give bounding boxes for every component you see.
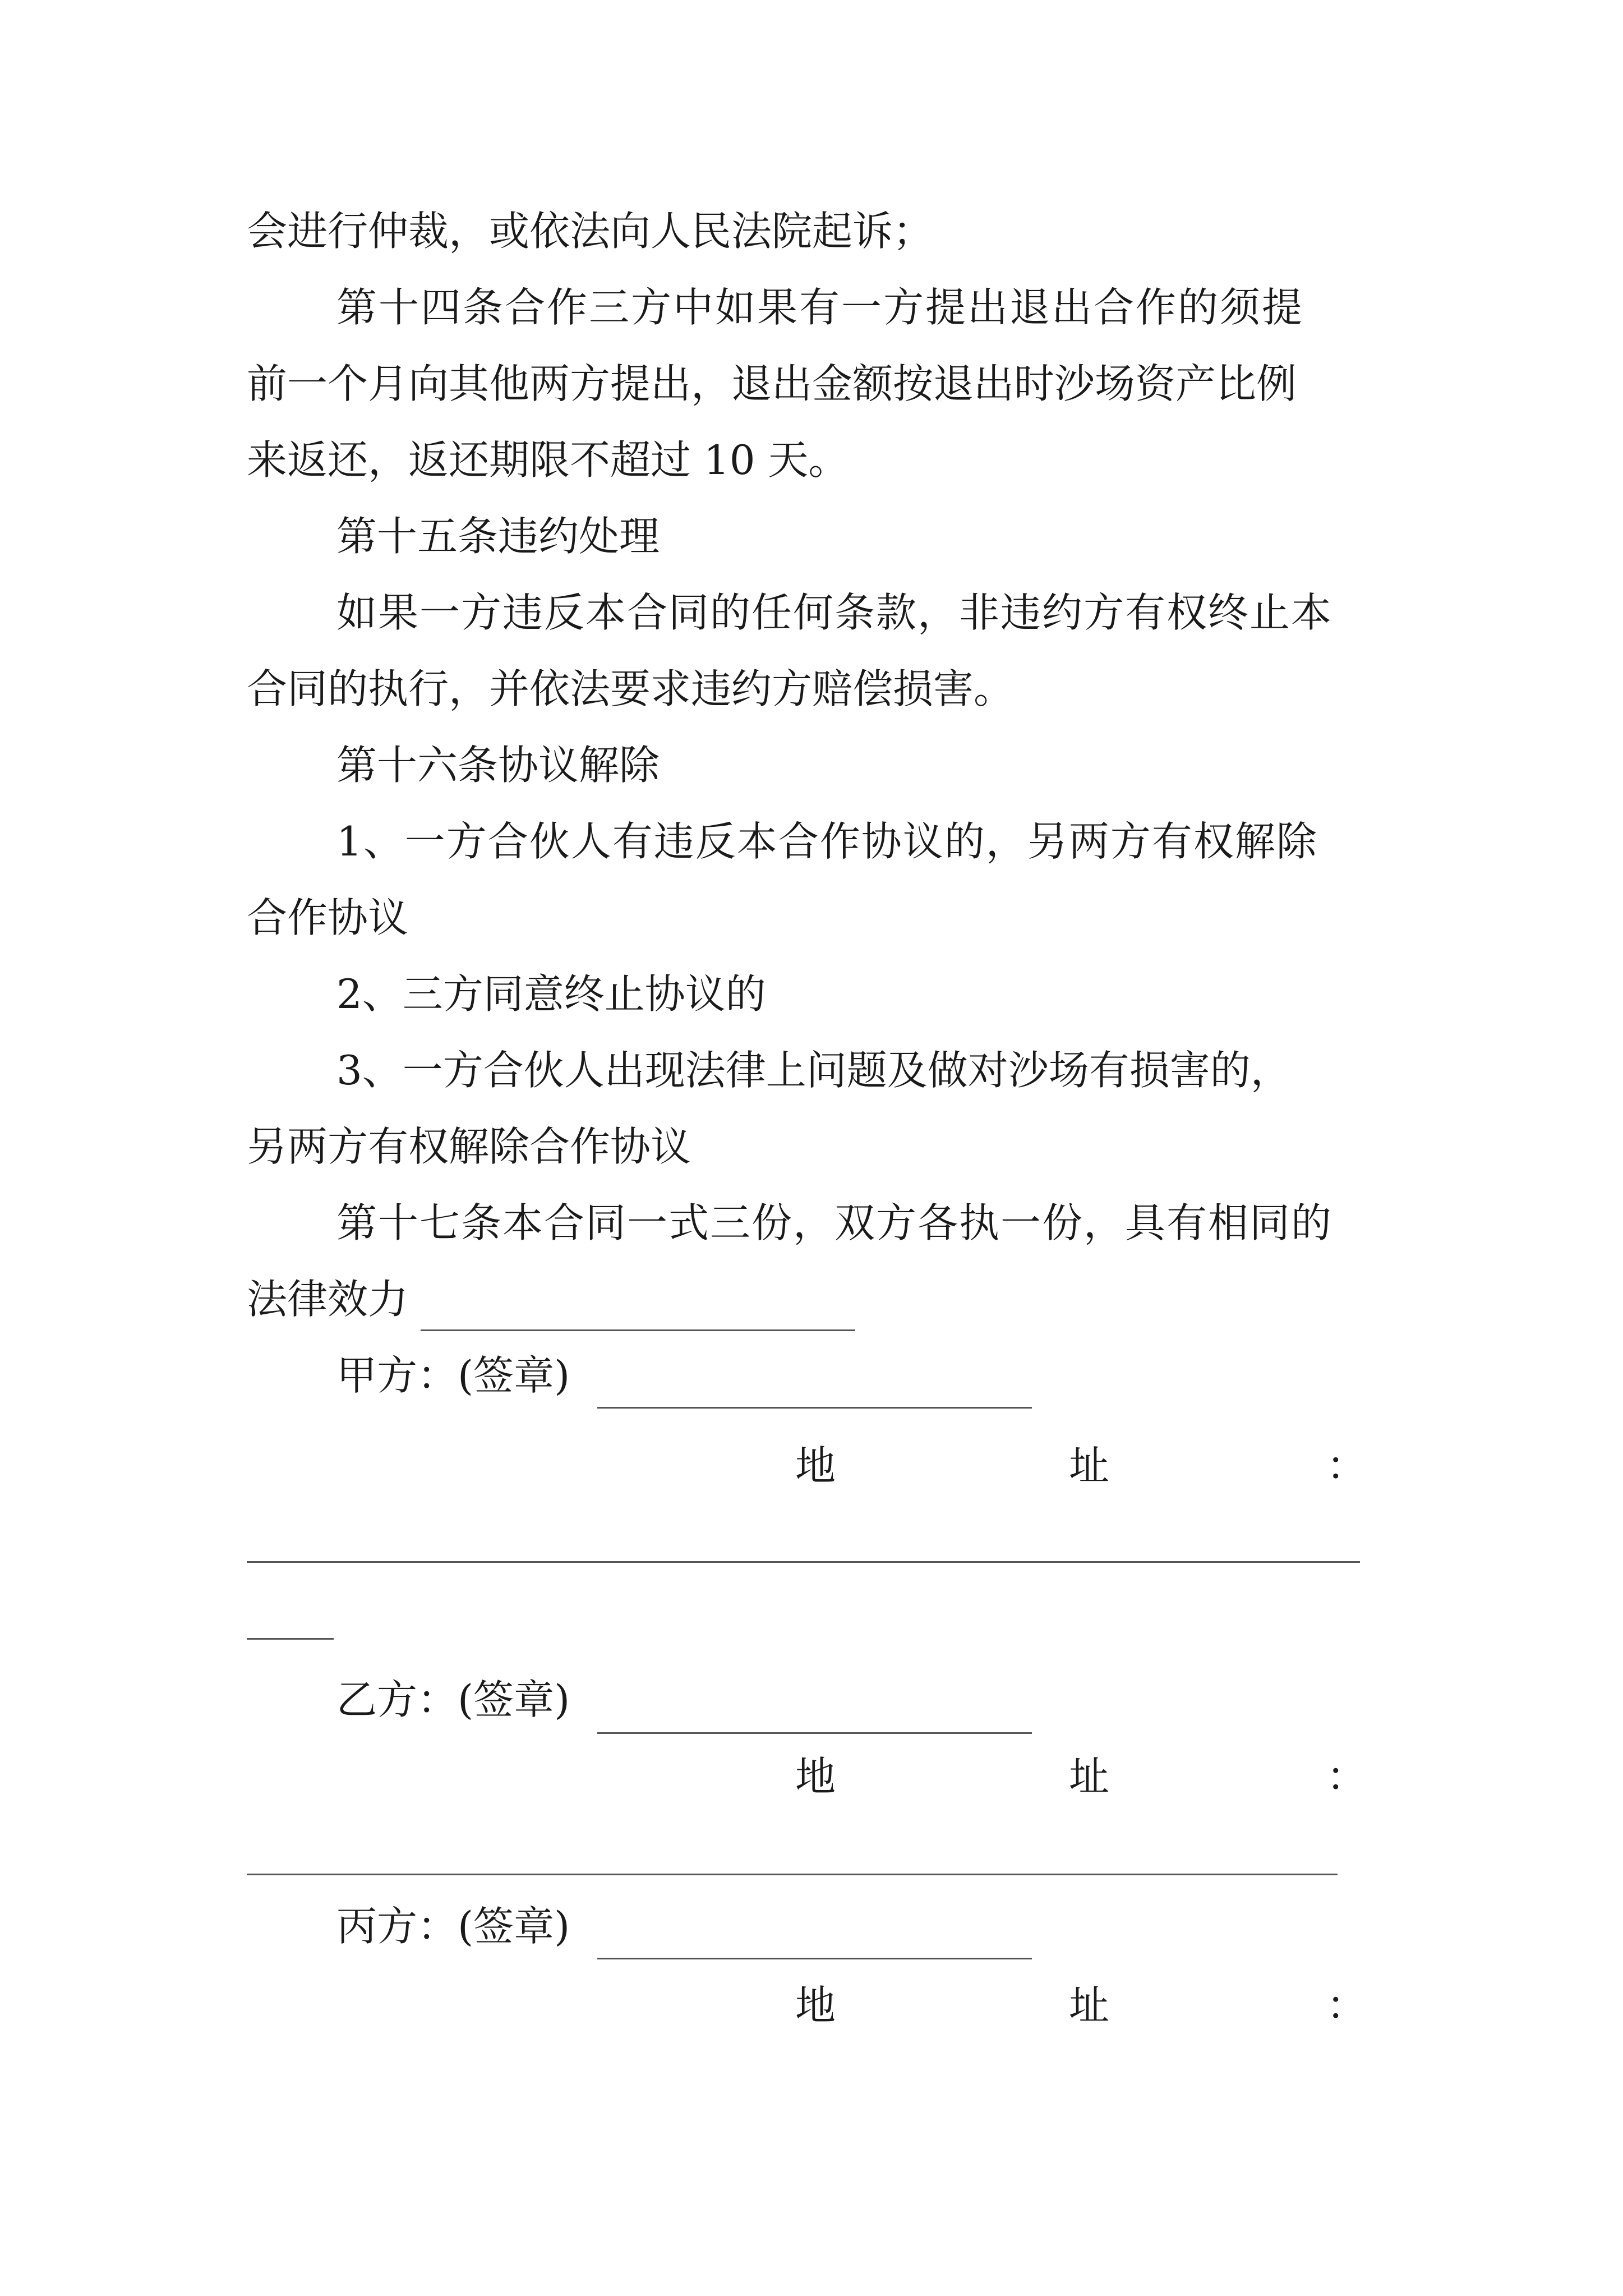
party-b-address-char-2: 址	[1069, 1753, 1110, 1800]
party-a-address-blank-2	[247, 1638, 334, 1640]
section-heading-17: 第十七条本合同一式三份，双方各执一份，具有相同的	[336, 1199, 1333, 1246]
party-b-address-blank	[247, 1874, 1338, 1875]
party-a-signature-blank	[597, 1407, 1032, 1409]
text-line-1: 会进行仲裁，或依法向人民法院起诉；	[247, 208, 934, 255]
party-c-address-colon: ：	[1326, 1982, 1367, 2029]
party-b-label: 乙方：(签章)	[336, 1676, 570, 1723]
party-c-address-char-2: 址	[1069, 1982, 1110, 2029]
party-a-label: 甲方：(签章)	[336, 1352, 570, 1399]
text-line-13: 另两方有权解除合作协议	[247, 1123, 691, 1170]
text-line-6: 如果一方违反本合同的任何条款，非违约方有权终止本	[336, 589, 1333, 636]
text-line-12: 3、一方合伙人出现法律上问题及做对沙场有损害的，	[336, 1047, 1291, 1094]
party-a-address-char-1: 地	[795, 1442, 836, 1489]
party-b-signature-blank	[597, 1732, 1032, 1734]
signature-blank-effect	[421, 1329, 855, 1331]
party-c-address-char-1: 地	[795, 1982, 836, 2029]
text-line-2: 第十四条合作三方中如果有一方提出退出合作的须提	[336, 284, 1304, 331]
text-line-10: 合作协议	[247, 894, 409, 941]
text-line-4: 来返还，返还期限不超过 10 天。	[247, 436, 849, 484]
text-line-11: 2、三方同意终止协议的	[336, 970, 766, 1018]
text-line-7: 合同的执行，并依法要求违约方赔偿损害。	[247, 665, 1015, 712]
text-line-15: 法律效力	[247, 1276, 409, 1323]
section-heading-15: 第十五条违约处理	[336, 513, 660, 560]
party-a-address-char-2: 址	[1069, 1442, 1110, 1489]
section-heading-16: 第十六条协议解除	[336, 742, 660, 789]
party-a-address-blank-1	[247, 1561, 1360, 1563]
party-a-address-colon: ：	[1326, 1442, 1367, 1489]
party-b-address-char-1: 地	[795, 1753, 836, 1800]
text-line-3: 前一个月向其他两方提出，退出金额按退出时沙场资产比例	[247, 360, 1297, 407]
party-b-address-colon: ：	[1326, 1753, 1367, 1800]
party-c-label: 丙方：(签章)	[336, 1903, 570, 1950]
party-c-signature-blank	[597, 1958, 1032, 1959]
text-line-9: 1、一方合伙人有违反本合作协议的，另两方有权解除	[336, 818, 1318, 865]
